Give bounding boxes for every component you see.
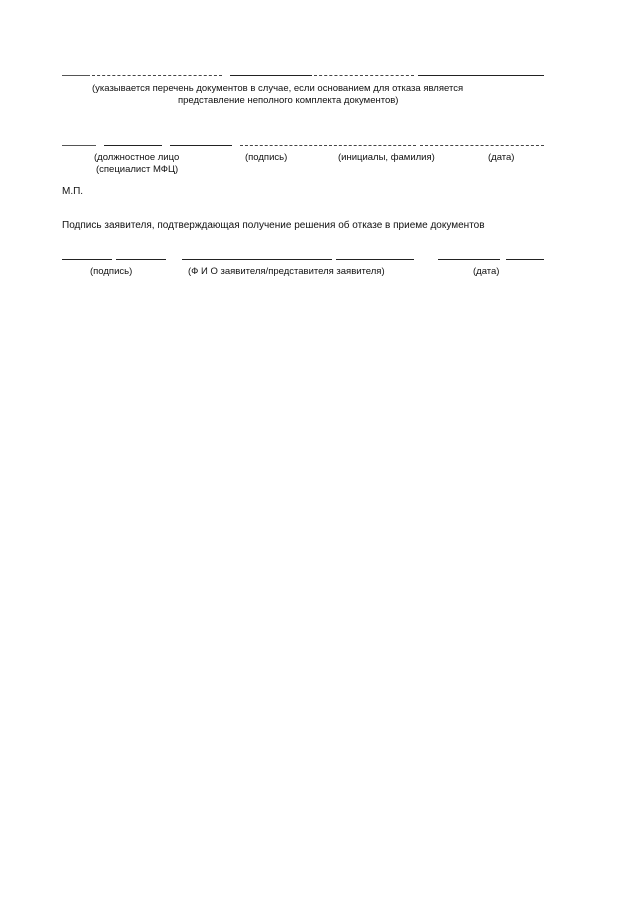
applicant-name-blank — [182, 259, 332, 260]
official-position-caption-line1: (должностное лицо — [94, 152, 180, 163]
documents-list-blank-d — [314, 75, 414, 76]
applicant-date-blank-b — [506, 259, 544, 260]
applicant-signature-blank — [62, 259, 112, 260]
official-date-caption: (дата) — [488, 152, 515, 163]
documents-list-caption-line2: представление неполного комплекта документов) — [178, 95, 399, 106]
applicant-name-blank-b — [336, 259, 414, 260]
official-position-caption-line2: (специалист МФЦ) — [96, 164, 179, 175]
documents-list-blank-b — [92, 75, 222, 76]
official-name-caption: (инициалы, фамилия) — [338, 152, 435, 163]
documents-list-blank-a — [62, 75, 90, 76]
applicant-date-caption: (дата) — [473, 266, 500, 277]
applicant-date-blank — [438, 259, 500, 260]
applicant-signature-caption: (подпись) — [90, 266, 133, 277]
official-name-blank — [240, 145, 416, 146]
official-signature-caption: (подпись) — [245, 152, 288, 163]
documents-list-caption-line1: (указывается перечень документов в случае, если основанием для отказа является — [92, 83, 464, 94]
official-position-blank — [62, 145, 96, 146]
applicant-statement: Подпись заявителя, подтверждающая получение решения об отказе в приеме документов — [62, 220, 485, 231]
documents-list-blank-e — [418, 75, 544, 76]
seal-mark: М.П. — [62, 186, 84, 197]
documents-list-blank-c — [230, 75, 312, 76]
official-position-blank-b — [104, 145, 162, 146]
applicant-name-caption: (Ф И О заявителя/представителя заявителя) — [188, 266, 385, 277]
official-signature-blank — [170, 145, 232, 146]
official-date-blank — [420, 145, 544, 146]
applicant-signature-blank-b — [116, 259, 166, 260]
